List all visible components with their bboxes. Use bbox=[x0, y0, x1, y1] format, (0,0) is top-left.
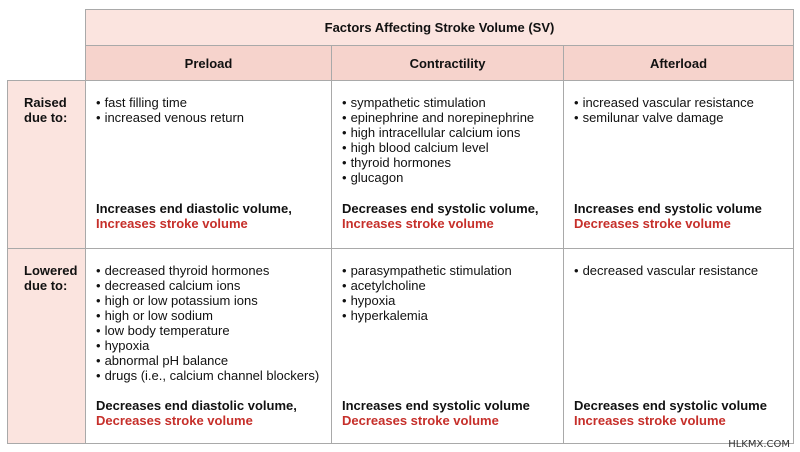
table-title-text: Factors Affecting Stroke Volume (SV) bbox=[324, 20, 555, 35]
list-item: • high or low potassium ions bbox=[96, 293, 319, 308]
effect-stroke-volume: Decreases stroke volume bbox=[574, 216, 731, 231]
factor-list bbox=[96, 263, 319, 383]
list-item: • hyperkalemia bbox=[342, 308, 512, 323]
row-label-line: due to: bbox=[24, 278, 68, 293]
factor-list bbox=[96, 95, 244, 125]
list-item: • thyroid hormones bbox=[342, 155, 534, 170]
effect-text bbox=[574, 398, 767, 428]
row-label-line: Raised bbox=[24, 95, 67, 110]
list-item: • increased venous return bbox=[96, 110, 244, 125]
factor-list bbox=[574, 95, 754, 125]
row-label-line: Lowered bbox=[24, 263, 78, 278]
list-item: • high or low sodium bbox=[96, 308, 319, 323]
list-item: • high blood calcium level bbox=[342, 140, 534, 155]
effect-volume: Decreases end diastolic volume, bbox=[96, 398, 297, 413]
effect-volume: Increases end systolic volume bbox=[342, 398, 530, 413]
cell-lowered-afterload bbox=[563, 248, 794, 444]
row-label-line: due to: bbox=[24, 110, 68, 125]
factor-list bbox=[574, 263, 758, 278]
effect-volume: Decreases end systolic volume bbox=[574, 398, 767, 413]
list-item: • parasympathetic stimulation bbox=[342, 263, 512, 278]
list-item: • semilunar valve damage bbox=[574, 110, 754, 125]
column-header-label: Contractility bbox=[409, 55, 486, 71]
column-header-label: Preload bbox=[184, 55, 233, 71]
list-item: • decreased thyroid hormones bbox=[96, 263, 319, 278]
list-item: • epinephrine and norepinephrine bbox=[342, 110, 534, 125]
effect-stroke-volume: Decreases stroke volume bbox=[96, 413, 253, 428]
effect-stroke-volume: Increases stroke volume bbox=[342, 216, 494, 231]
list-item: • hypoxia bbox=[342, 293, 512, 308]
list-item: • decreased calcium ions bbox=[96, 278, 319, 293]
cell-lowered-preload bbox=[85, 248, 332, 444]
cell-lowered-contractility bbox=[331, 248, 564, 444]
effect-text bbox=[96, 398, 297, 428]
list-item: • low body temperature bbox=[96, 323, 319, 338]
row-label-lowered bbox=[7, 248, 86, 444]
watermark-credit: HLKMX.COM bbox=[728, 439, 790, 450]
list-item: • high intracellular calcium ions bbox=[342, 125, 534, 140]
effect-stroke-volume: Increases stroke volume bbox=[96, 216, 248, 231]
effect-volume: Decreases end systolic volume, bbox=[342, 201, 539, 216]
cell-raised-afterload bbox=[563, 80, 794, 249]
effect-text bbox=[574, 201, 762, 231]
effect-stroke-volume: Increases stroke volume bbox=[574, 413, 726, 428]
effect-text bbox=[96, 201, 292, 231]
list-item: • glucagon bbox=[342, 170, 534, 185]
factor-list bbox=[342, 263, 512, 323]
list-item: • abnormal pH balance bbox=[96, 353, 319, 368]
effect-text bbox=[342, 398, 530, 428]
list-item: • fast filling time bbox=[96, 95, 244, 110]
column-header-preload bbox=[85, 45, 332, 81]
list-item: • increased vascular resistance bbox=[574, 95, 754, 110]
effect-text bbox=[342, 201, 539, 231]
effect-volume: Increases end systolic volume bbox=[574, 201, 762, 216]
list-item: • decreased vascular resistance bbox=[574, 263, 758, 278]
effect-stroke-volume: Decreases stroke volume bbox=[342, 413, 499, 428]
factor-list bbox=[342, 95, 534, 185]
cell-raised-contractility bbox=[331, 80, 564, 249]
column-header-contractility bbox=[331, 45, 564, 81]
row-label-raised bbox=[7, 80, 86, 249]
list-item: • drugs (i.e., calcium channel blockers) bbox=[96, 368, 319, 383]
column-header-afterload bbox=[563, 45, 794, 81]
column-header-label: Afterload bbox=[649, 55, 708, 71]
table-title bbox=[85, 9, 794, 46]
list-item: • sympathetic stimulation bbox=[342, 95, 534, 110]
effect-volume: Increases end diastolic volume, bbox=[96, 201, 292, 216]
list-item: • hypoxia bbox=[96, 338, 319, 353]
cell-raised-preload bbox=[85, 80, 332, 249]
list-item: • acetylcholine bbox=[342, 278, 512, 293]
